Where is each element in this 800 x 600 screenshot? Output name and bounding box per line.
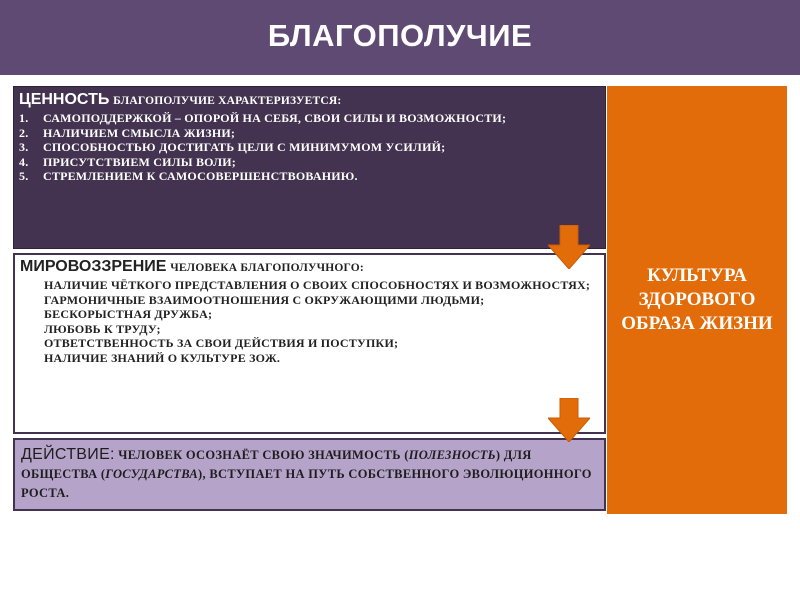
- list-item: [19, 140, 599, 155]
- value-block: [13, 86, 606, 249]
- worldview-heading-lead: МИРОВОЗЗРЕНИЕ: [20, 258, 167, 275]
- list-item-text: НАЛИЧИЕ ЧЁТКОГО ПРЕДСТАВЛЕНИЯ О СВОИХ СПОСОБНОСТЯХ И ВОЗМОЖНОСТЯХ;: [44, 278, 591, 292]
- list-item: [19, 155, 599, 170]
- action-text: [21, 445, 598, 503]
- culture-line: ЗДОРОВОГО: [638, 289, 756, 310]
- list-item-text: СТРЕМЛЕНИЕМ К САМОСОВЕРШЕНСТВОВАНИЮ.: [43, 169, 358, 183]
- page-title: БЛАГОПОЛУЧИЕ: [267, 18, 533, 53]
- list-item-text: СПОСОБНОСТЬЮ ДОСТИГАТЬ ЦЕЛИ С МИНИМУМОМ УСИЛИЙ;: [43, 140, 446, 154]
- list-item: [20, 278, 598, 293]
- list-marker: 1.: [19, 111, 29, 125]
- list-item: [20, 351, 598, 366]
- worldview-heading-rest: ЧЕЛОВЕКА БЛАГОПОЛУЧНОГО:: [170, 262, 364, 274]
- action-text-part: ), ВСТУПАЕТ НА ПУТЬ СОБСТВЕННОГО ЭВОЛЮЦИОННОГО РОСТА.: [21, 467, 592, 500]
- list-marker: 4.: [19, 154, 29, 169]
- action-emphasis: ПОЛЕЗНОСТЬ: [408, 448, 496, 462]
- worldview-heading: [20, 258, 598, 277]
- culture-block: [607, 86, 787, 514]
- worldview-block: [13, 253, 606, 434]
- list-item-text: ПРИСУТСТВИЕМ СИЛЫ ВОЛИ;: [43, 154, 236, 169]
- action-text-part: ) ДЛЯ ОБЩЕСТВА (: [21, 448, 532, 481]
- list-item-text: ЛЮБОВЬ К ТРУДУ;: [44, 321, 161, 336]
- value-heading-rest: БЛАГОПОЛУЧИЕ ХАРАКТЕРИЗУЕТСЯ:: [113, 95, 342, 107]
- list-item: [20, 322, 598, 337]
- list-item-text: ОТВЕТСТВЕННОСТЬ ЗА СВОИ ДЕЙСТВИЯ И ПОСТУПКИ;: [44, 336, 399, 350]
- down-arrow-icon: [548, 225, 590, 269]
- list-marker: 2.: [19, 125, 29, 140]
- action-block: [13, 438, 606, 511]
- culture-line: ОБРАЗА ЖИЗНИ: [621, 313, 773, 334]
- list-item: [20, 307, 598, 322]
- action-lead: ДЕЙСТВИЕ:: [21, 446, 115, 463]
- list-item-text: ГАРМОНИЧНЫЕ ВЗАИМООТНОШЕНИЯ С ОКРУЖАЮЩИМИ ЛЮДЬМИ;: [44, 292, 485, 307]
- action-text-part: ЧЕЛОВЕК ОСОЗНАЁТ СВОЮ ЗНАЧИМОСТЬ (: [118, 448, 409, 462]
- list-item-text: НАЛИЧИЕ ЗНАНИЙ О КУЛЬТУРЕ ЗОЖ.: [44, 350, 281, 365]
- list-marker: 5.: [19, 169, 29, 183]
- list-marker: 3.: [19, 140, 29, 154]
- value-heading-lead: ЦЕННОСТЬ: [19, 91, 110, 108]
- list-item-text: НАЛИЧИЕМ СМЫСЛА ЖИЗНИ;: [43, 125, 236, 140]
- list-item: [20, 293, 598, 308]
- list-item-text: БЕСКОРЫСТНАЯ ДРУЖБА;: [44, 307, 213, 321]
- down-arrow-icon: [548, 398, 590, 442]
- list-item: [20, 336, 598, 351]
- list-item: [19, 169, 599, 184]
- value-heading: [19, 91, 599, 110]
- list-item-text: САМОПОДДЕРЖКОЙ – ОПОРОЙ НА СЕБЯ, СВОИ СИЛЫ И ВОЗМОЖНОСТИ;: [43, 111, 507, 125]
- culture-line: КУЛЬТУРА: [647, 265, 747, 286]
- culture-label: [621, 264, 772, 336]
- action-emphasis: ГОСУДАРСТВА: [105, 467, 199, 481]
- list-item: [19, 111, 599, 126]
- value-list: [19, 111, 599, 184]
- list-item: [19, 126, 599, 141]
- title-banner: [0, 0, 800, 75]
- worldview-list: [20, 278, 598, 365]
